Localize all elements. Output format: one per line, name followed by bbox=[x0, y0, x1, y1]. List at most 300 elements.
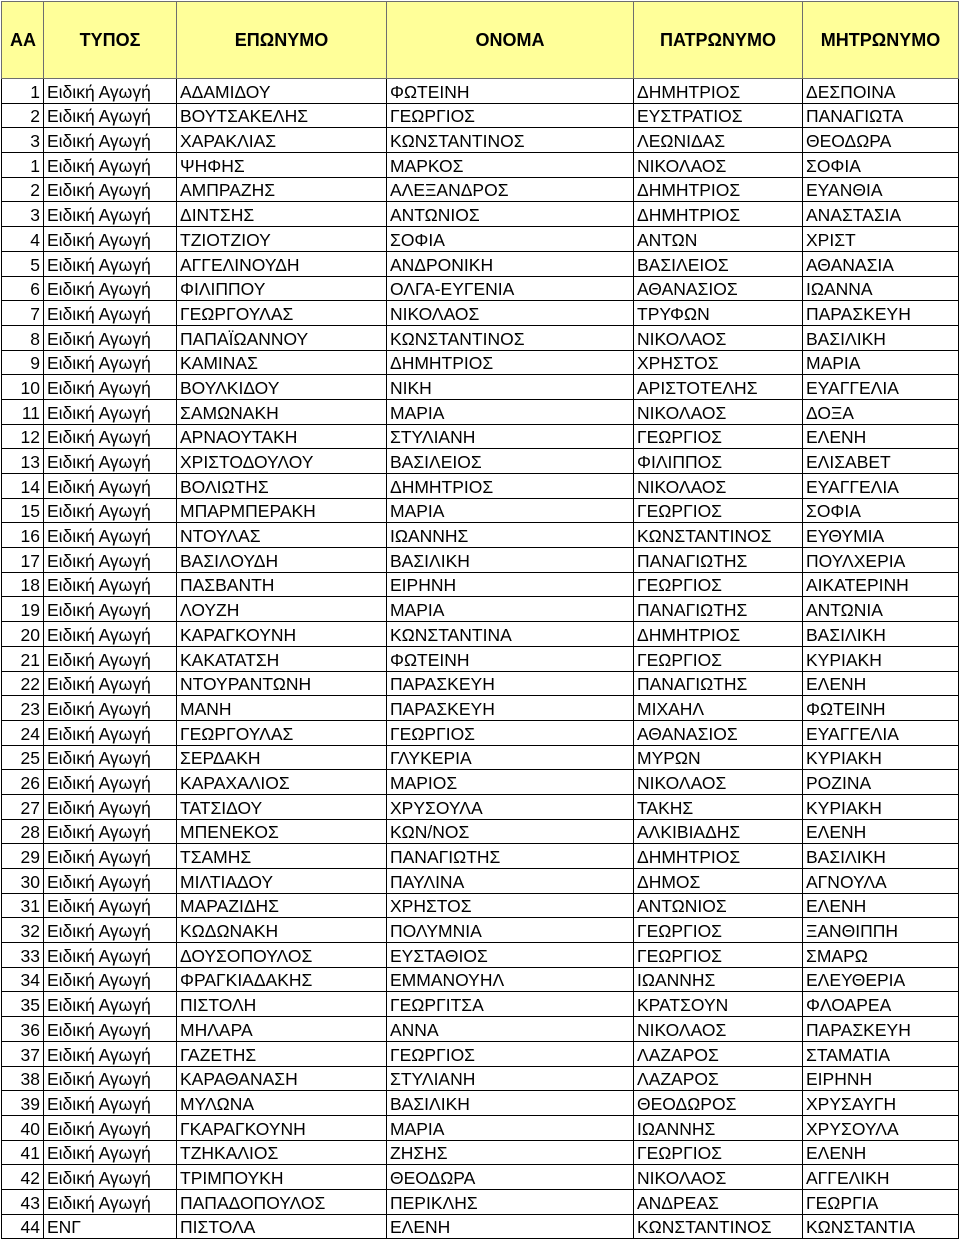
cell-surname: ΑΡΝΑΟΥΤΑΚΗ bbox=[177, 424, 387, 449]
cell-type: Ειδική Αγωγή bbox=[44, 844, 177, 869]
table-row bbox=[2, 646, 959, 671]
cell-mother-name: ΠΑΝΑΓΙΩΤΑ bbox=[803, 103, 959, 128]
table-row bbox=[2, 103, 959, 128]
cell-father-name: ΑΘΑΝΑΣΙΟΣ bbox=[634, 276, 803, 301]
cell-mother-name: ΕΛΕΝΗ bbox=[803, 1140, 959, 1165]
cell-aa: 20 bbox=[2, 622, 44, 647]
cell-type: Ειδική Αγωγή bbox=[44, 770, 177, 795]
cell-name: ΚΩΝΣΤΑΝΤΙΝΑ bbox=[387, 622, 634, 647]
cell-mother-name: ΕΛΕΝΗ bbox=[803, 671, 959, 696]
cell-aa: 10 bbox=[2, 375, 44, 400]
table-row bbox=[2, 696, 959, 721]
cell-name: ΑΝΝΑ bbox=[387, 1017, 634, 1042]
cell-mother-name: ΚΩΝΣΤΑΝΤΙΑ bbox=[803, 1214, 959, 1239]
cell-father-name: ΝΙΚΟΛΑΟΣ bbox=[634, 1017, 803, 1042]
cell-type: Ειδική Αγωγή bbox=[44, 918, 177, 943]
cell-aa: 2 bbox=[2, 177, 44, 202]
cell-name: ΧΡΥΣΟΥΛΑ bbox=[387, 794, 634, 819]
cell-type: Ειδική Αγωγή bbox=[44, 325, 177, 350]
cell-name: ΓΕΩΡΓΙΤΣΑ bbox=[387, 992, 634, 1017]
table-row bbox=[2, 1140, 959, 1165]
cell-aa: 32 bbox=[2, 918, 44, 943]
header-mother-name: ΜΗΤΡΩΝΥΜΟ bbox=[803, 2, 959, 79]
cell-father-name: ΚΩΝΣΤΑΝΤΙΝΟΣ bbox=[634, 1214, 803, 1239]
cell-mother-name: ΒΑΣΙΛΙΚΗ bbox=[803, 844, 959, 869]
cell-surname: ΧΡΙΣΤΟΔΟΥΛΟΥ bbox=[177, 449, 387, 474]
cell-surname: ΑΓΓΕΛΙΝΟΥΔΗ bbox=[177, 251, 387, 276]
cell-aa: 22 bbox=[2, 671, 44, 696]
cell-surname: ΤΖΗΚΑΛΙΟΣ bbox=[177, 1140, 387, 1165]
cell-surname: ΚΑΡΑΧΑΛΙΟΣ bbox=[177, 770, 387, 795]
cell-type: Ειδική Αγωγή bbox=[44, 375, 177, 400]
cell-type: Ειδική Αγωγή bbox=[44, 399, 177, 424]
cell-surname: ΒΑΣΙΛΟΥΔΗ bbox=[177, 548, 387, 573]
cell-type: Ειδική Αγωγή bbox=[44, 474, 177, 499]
cell-mother-name: ΕΥΑΓΓΕΛΙΑ bbox=[803, 474, 959, 499]
cell-type: Ειδική Αγωγή bbox=[44, 449, 177, 474]
cell-name: ΣΤΥΛΙΑΝΗ bbox=[387, 1066, 634, 1091]
cell-type: Ειδική Αγωγή bbox=[44, 1115, 177, 1140]
cell-mother-name: ΦΩΤΕΙΝΗ bbox=[803, 696, 959, 721]
cell-surname: ΜΙΛΤΙΑΔΟΥ bbox=[177, 869, 387, 894]
cell-father-name: ΜΙΧΑΗΛ bbox=[634, 696, 803, 721]
cell-father-name: ΝΙΚΟΛΑΟΣ bbox=[634, 153, 803, 178]
cell-father-name: ΓΕΩΡΓΙΟΣ bbox=[634, 498, 803, 523]
cell-aa: 26 bbox=[2, 770, 44, 795]
cell-aa: 43 bbox=[2, 1189, 44, 1214]
table-body bbox=[2, 79, 959, 1239]
cell-father-name: ΠΑΝΑΓΙΩΤΗΣ bbox=[634, 548, 803, 573]
cell-father-name: ΝΙΚΟΛΑΟΣ bbox=[634, 325, 803, 350]
cell-name: ΔΗΜΗΤΡΙΟΣ bbox=[387, 474, 634, 499]
cell-aa: 39 bbox=[2, 1091, 44, 1116]
cell-aa: 14 bbox=[2, 474, 44, 499]
cell-aa: 44 bbox=[2, 1214, 44, 1239]
cell-mother-name: ΒΑΣΙΛΙΚΗ bbox=[803, 325, 959, 350]
cell-surname: ΓΕΩΡΓΟΥΛΑΣ bbox=[177, 720, 387, 745]
table-row bbox=[2, 177, 959, 202]
cell-mother-name: ΒΑΣΙΛΙΚΗ bbox=[803, 622, 959, 647]
cell-mother-name: ΔΟΞΑ bbox=[803, 399, 959, 424]
table-row bbox=[2, 301, 959, 326]
cell-type: Ειδική Αγωγή bbox=[44, 1066, 177, 1091]
table-row bbox=[2, 745, 959, 770]
cell-name: ΒΑΣΙΛΙΚΗ bbox=[387, 1091, 634, 1116]
cell-mother-name: ΕΛΙΣΑΒΕΤ bbox=[803, 449, 959, 474]
cell-aa: 1 bbox=[2, 153, 44, 178]
cell-name: ΚΩΝΣΤΑΝΤΙΝΟΣ bbox=[387, 325, 634, 350]
table-row bbox=[2, 572, 959, 597]
cell-type: Ειδική Αγωγή bbox=[44, 251, 177, 276]
table-row bbox=[2, 1066, 959, 1091]
cell-surname: ΧΑΡΑΚΛΙΑΣ bbox=[177, 128, 387, 153]
cell-mother-name: ΑΓΓΕΛΙΚΗ bbox=[803, 1165, 959, 1190]
cell-type: Ειδική Αγωγή bbox=[44, 128, 177, 153]
cell-name: ΚΩΝΣΤΑΝΤΙΝΟΣ bbox=[387, 128, 634, 153]
cell-name: ΕΥΣΤΑΘΙΟΣ bbox=[387, 943, 634, 968]
cell-name: ΓΕΩΡΓΙΟΣ bbox=[387, 720, 634, 745]
cell-surname: ΚΑΚΑΤΑΤΣΗ bbox=[177, 646, 387, 671]
cell-father-name: ΙΩΑΝΝΗΣ bbox=[634, 967, 803, 992]
cell-surname: ΒΟΛΙΩΤΗΣ bbox=[177, 474, 387, 499]
cell-mother-name: ΕΛΕΝΗ bbox=[803, 424, 959, 449]
cell-aa: 5 bbox=[2, 251, 44, 276]
cell-mother-name: ΕΛΕΥΘΕΡΙΑ bbox=[803, 967, 959, 992]
cell-name: ΦΩΤΕΙΝΗ bbox=[387, 646, 634, 671]
cell-type: Ειδική Αγωγή bbox=[44, 177, 177, 202]
cell-father-name: ΝΙΚΟΛΑΟΣ bbox=[634, 770, 803, 795]
cell-mother-name: ΧΡΥΣΟΥΛΑ bbox=[803, 1115, 959, 1140]
cell-name: ΑΝΔΡΟΝΙΚΗ bbox=[387, 251, 634, 276]
cell-type: Ειδική Αγωγή bbox=[44, 548, 177, 573]
cell-aa: 2 bbox=[2, 103, 44, 128]
cell-father-name: ΠΑΝΑΓΙΩΤΗΣ bbox=[634, 671, 803, 696]
cell-type: ΕΝΓ bbox=[44, 1214, 177, 1239]
cell-type: Ειδική Αγωγή bbox=[44, 671, 177, 696]
cell-name: ΠΑΡΑΣΚΕΥΗ bbox=[387, 696, 634, 721]
cell-mother-name: ΣΟΦΙΑ bbox=[803, 153, 959, 178]
cell-type: Ειδική Αγωγή bbox=[44, 301, 177, 326]
cell-father-name: ΝΙΚΟΛΑΟΣ bbox=[634, 1165, 803, 1190]
header-surname: ΕΠΩΝΥΜΟ bbox=[177, 2, 387, 79]
cell-type: Ειδική Αγωγή bbox=[44, 1017, 177, 1042]
cell-father-name: ΜΥΡΩΝ bbox=[634, 745, 803, 770]
cell-mother-name: ΞΑΝΘΙΠΠΗ bbox=[803, 918, 959, 943]
cell-surname: ΦΡΑΓΚΙΑΔΑΚΗΣ bbox=[177, 967, 387, 992]
cell-type: Ειδική Αγωγή bbox=[44, 153, 177, 178]
cell-surname: ΠΑΠΑΔΟΠΟΥΛΟΣ bbox=[177, 1189, 387, 1214]
cell-name: ΧΡΗΣΤΟΣ bbox=[387, 893, 634, 918]
cell-surname: ΚΑΡΑΘΑΝΑΣΗ bbox=[177, 1066, 387, 1091]
cell-father-name: ΑΝΔΡΕΑΣ bbox=[634, 1189, 803, 1214]
cell-name: ΝΙΚΟΛΑΟΣ bbox=[387, 301, 634, 326]
cell-aa: 11 bbox=[2, 399, 44, 424]
cell-father-name: ΠΑΝΑΓΙΩΤΗΣ bbox=[634, 597, 803, 622]
cell-name: ΕΙΡΗΝΗ bbox=[387, 572, 634, 597]
cell-aa: 16 bbox=[2, 523, 44, 548]
cell-father-name: ΔΗΜΟΣ bbox=[634, 869, 803, 894]
cell-mother-name: ΑΙΚΑΤΕΡΙΝΗ bbox=[803, 572, 959, 597]
table-row bbox=[2, 276, 959, 301]
table-row bbox=[2, 227, 959, 252]
cell-aa: 4 bbox=[2, 227, 44, 252]
cell-mother-name: ΦΛΟΑΡΕΑ bbox=[803, 992, 959, 1017]
cell-mother-name: ΧΡΙΣΤ bbox=[803, 227, 959, 252]
cell-aa: 13 bbox=[2, 449, 44, 474]
cell-surname: ΜΥΛΩΝΑ bbox=[177, 1091, 387, 1116]
table-row bbox=[2, 153, 959, 178]
cell-father-name: ΔΗΜΗΤΡΙΟΣ bbox=[634, 844, 803, 869]
cell-surname: ΣΑΜΩΝΑΚΗ bbox=[177, 399, 387, 424]
cell-father-name: ΓΕΩΡΓΙΟΣ bbox=[634, 918, 803, 943]
cell-type: Ειδική Αγωγή bbox=[44, 350, 177, 375]
cell-aa: 17 bbox=[2, 548, 44, 573]
cell-name: ΒΑΣΙΛΙΚΗ bbox=[387, 548, 634, 573]
header-aa: ΑΑ bbox=[2, 2, 44, 79]
cell-surname: ΠΙΣΤΟΛΑ bbox=[177, 1214, 387, 1239]
cell-father-name: ΒΑΣΙΛΕΙΟΣ bbox=[634, 251, 803, 276]
cell-surname: ΚΑΜΙΝΑΣ bbox=[177, 350, 387, 375]
cell-aa: 30 bbox=[2, 869, 44, 894]
header-name: ΟΝΟΜΑ bbox=[387, 2, 634, 79]
cell-name: ΟΛΓΑ-ΕΥΓΕΝΙΑ bbox=[387, 276, 634, 301]
cell-surname: ΛΟΥΖΗ bbox=[177, 597, 387, 622]
cell-name: ΕΛΕΝΗ bbox=[387, 1214, 634, 1239]
table-row bbox=[2, 523, 959, 548]
cell-father-name: ΑΛΚΙΒΙΑΔΗΣ bbox=[634, 819, 803, 844]
table-row bbox=[2, 844, 959, 869]
cell-father-name: ΛΑΖΑΡΟΣ bbox=[634, 1041, 803, 1066]
cell-name: ΝΙΚΗ bbox=[387, 375, 634, 400]
cell-aa: 3 bbox=[2, 128, 44, 153]
table-row bbox=[2, 943, 959, 968]
cell-name: ΜΑΡΙΟΣ bbox=[387, 770, 634, 795]
cell-aa: 28 bbox=[2, 819, 44, 844]
table-row bbox=[2, 202, 959, 227]
cell-type: Ειδική Αγωγή bbox=[44, 227, 177, 252]
cell-surname: ΜΠΕΝΕΚΟΣ bbox=[177, 819, 387, 844]
cell-mother-name: ΣΜΑΡΩ bbox=[803, 943, 959, 968]
cell-name: ΠΕΡΙΚΛΗΣ bbox=[387, 1189, 634, 1214]
cell-type: Ειδική Αγωγή bbox=[44, 572, 177, 597]
table-row bbox=[2, 1189, 959, 1214]
cell-aa: 33 bbox=[2, 943, 44, 968]
cell-type: Ειδική Αγωγή bbox=[44, 943, 177, 968]
cell-surname: ΜΗΛΑΡΑ bbox=[177, 1017, 387, 1042]
cell-name: ΜΑΡΙΑ bbox=[387, 597, 634, 622]
cell-name: ΠΑΥΛΙΝΑ bbox=[387, 869, 634, 894]
cell-mother-name: ΧΡΥΣΑΥΓΗ bbox=[803, 1091, 959, 1116]
cell-type: Ειδική Αγωγή bbox=[44, 79, 177, 104]
cell-mother-name: ΘΕΟΔΩΡΑ bbox=[803, 128, 959, 153]
cell-name: ΜΑΡΙΑ bbox=[387, 1115, 634, 1140]
cell-father-name: ΛΕΩΝΙΔΑΣ bbox=[634, 128, 803, 153]
table-row bbox=[2, 671, 959, 696]
table-row bbox=[2, 399, 959, 424]
cell-name: ΘΕΟΔΩΡΑ bbox=[387, 1165, 634, 1190]
cell-name: ΜΑΡΙΑ bbox=[387, 498, 634, 523]
cell-aa: 35 bbox=[2, 992, 44, 1017]
cell-aa: 8 bbox=[2, 325, 44, 350]
cell-surname: ΝΤΟΥΛΑΣ bbox=[177, 523, 387, 548]
cell-father-name: ΔΗΜΗΤΡΙΟΣ bbox=[634, 622, 803, 647]
table-row bbox=[2, 1165, 959, 1190]
cell-aa: 15 bbox=[2, 498, 44, 523]
cell-mother-name: ΕΥΘΥΜΙΑ bbox=[803, 523, 959, 548]
cell-type: Ειδική Αγωγή bbox=[44, 1189, 177, 1214]
cell-name: ΠΟΛΥΜΝΙΑ bbox=[387, 918, 634, 943]
table-row bbox=[2, 128, 959, 153]
cell-name: ΚΩΝ/ΝΟΣ bbox=[387, 819, 634, 844]
cell-father-name: ΔΗΜΗΤΡΙΟΣ bbox=[634, 79, 803, 104]
cell-aa: 19 bbox=[2, 597, 44, 622]
cell-father-name: ΑΘΑΝΑΣΙΟΣ bbox=[634, 720, 803, 745]
cell-surname: ΤΖΙΟΤΖΙΟΥ bbox=[177, 227, 387, 252]
cell-mother-name: ΠΟΥΛΧΕΡΙΑ bbox=[803, 548, 959, 573]
cell-surname: ΒΟΥΛΚΙΔΟΥ bbox=[177, 375, 387, 400]
cell-name: ΓΛΥΚΕΡΙΑ bbox=[387, 745, 634, 770]
cell-aa: 31 bbox=[2, 893, 44, 918]
cell-surname: ΠΑΣΒΑΝΤΗ bbox=[177, 572, 387, 597]
cell-name: ΜΑΡΚΟΣ bbox=[387, 153, 634, 178]
cell-mother-name: ΣΟΦΙΑ bbox=[803, 498, 959, 523]
cell-type: Ειδική Αγωγή bbox=[44, 869, 177, 894]
cell-surname: ΣΕΡΔΑΚΗ bbox=[177, 745, 387, 770]
table-row bbox=[2, 424, 959, 449]
cell-father-name: ΓΕΩΡΓΙΟΣ bbox=[634, 943, 803, 968]
cell-surname: ΦΙΛΙΠΠΟΥ bbox=[177, 276, 387, 301]
cell-aa: 23 bbox=[2, 696, 44, 721]
header-row bbox=[2, 2, 959, 79]
cell-father-name: ΓΕΩΡΓΙΟΣ bbox=[634, 1140, 803, 1165]
cell-type: Ειδική Αγωγή bbox=[44, 794, 177, 819]
cell-mother-name: ΕΛΕΝΗ bbox=[803, 819, 959, 844]
cell-aa: 34 bbox=[2, 967, 44, 992]
cell-mother-name: ΠΑΡΑΣΚΕΥΗ bbox=[803, 1017, 959, 1042]
cell-name: ΣΟΦΙΑ bbox=[387, 227, 634, 252]
table-row bbox=[2, 967, 959, 992]
cell-surname: ΓΑΖΕΤΗΣ bbox=[177, 1041, 387, 1066]
cell-father-name: ΚΡΑΤΣΟΥΝ bbox=[634, 992, 803, 1017]
cell-surname: ΤΣΑΜΗΣ bbox=[177, 844, 387, 869]
cell-type: Ειδική Αγωγή bbox=[44, 720, 177, 745]
cell-type: Ειδική Αγωγή bbox=[44, 202, 177, 227]
cell-mother-name: ΕΥΑΝΘΙΑ bbox=[803, 177, 959, 202]
cell-aa: 40 bbox=[2, 1115, 44, 1140]
cell-name: ΑΛΕΞΑΝΔΡΟΣ bbox=[387, 177, 634, 202]
cell-surname: ΝΤΟΥΡΑΝΤΩΝΗ bbox=[177, 671, 387, 696]
cell-aa: 27 bbox=[2, 794, 44, 819]
table-row bbox=[2, 449, 959, 474]
table-row bbox=[2, 325, 959, 350]
cell-father-name: ΧΡΗΣΤΟΣ bbox=[634, 350, 803, 375]
cell-father-name: ΤΡΥΦΩΝ bbox=[634, 301, 803, 326]
table-row bbox=[2, 794, 959, 819]
cell-father-name: ΔΗΜΗΤΡΙΟΣ bbox=[634, 177, 803, 202]
cell-aa: 9 bbox=[2, 350, 44, 375]
cell-type: Ειδική Αγωγή bbox=[44, 696, 177, 721]
cell-mother-name: ΡΟΖΙΝΑ bbox=[803, 770, 959, 795]
cell-type: Ειδική Αγωγή bbox=[44, 1041, 177, 1066]
cell-name: ΙΩΑΝΝΗΣ bbox=[387, 523, 634, 548]
cell-surname: ΔΙΝΤΣΗΣ bbox=[177, 202, 387, 227]
cell-surname: ΓΚΑΡΑΓΚΟΥΝΗ bbox=[177, 1115, 387, 1140]
table-row bbox=[2, 1091, 959, 1116]
cell-surname: ΓΕΩΡΓΟΥΛΑΣ bbox=[177, 301, 387, 326]
cell-mother-name: ΠΑΡΑΣΚΕΥΗ bbox=[803, 301, 959, 326]
cell-father-name: ΕΥΣΤΡΑΤΙΟΣ bbox=[634, 103, 803, 128]
cell-name: ΒΑΣΙΛΕΙΟΣ bbox=[387, 449, 634, 474]
cell-type: Ειδική Αγωγή bbox=[44, 1140, 177, 1165]
cell-mother-name: ΕΛΕΝΗ bbox=[803, 893, 959, 918]
cell-name: ΣΤΥΛΙΑΝΗ bbox=[387, 424, 634, 449]
cell-father-name: ΓΕΩΡΓΙΟΣ bbox=[634, 572, 803, 597]
cell-father-name: ΚΩΝΣΤΑΝΤΙΝΟΣ bbox=[634, 523, 803, 548]
cell-type: Ειδική Αγωγή bbox=[44, 992, 177, 1017]
cell-type: Ειδική Αγωγή bbox=[44, 103, 177, 128]
cell-aa: 41 bbox=[2, 1140, 44, 1165]
cell-aa: 42 bbox=[2, 1165, 44, 1190]
cell-mother-name: ΚΥΡΙΑΚΗ bbox=[803, 794, 959, 819]
teachers-table bbox=[1, 1, 959, 1239]
cell-surname: ΜΑΡΑΖΙΔΗΣ bbox=[177, 893, 387, 918]
table-header bbox=[2, 2, 959, 79]
cell-name: ΦΩΤΕΙΝΗ bbox=[387, 79, 634, 104]
cell-father-name: ΑΝΤΩΝΙΟΣ bbox=[634, 893, 803, 918]
cell-surname: ΜΑΝΗ bbox=[177, 696, 387, 721]
cell-name: ΑΝΤΩΝΙΟΣ bbox=[387, 202, 634, 227]
table-row bbox=[2, 819, 959, 844]
cell-aa: 25 bbox=[2, 745, 44, 770]
cell-mother-name: ΕΙΡΗΝΗ bbox=[803, 1066, 959, 1091]
cell-mother-name: ΓΕΩΡΓΙΑ bbox=[803, 1189, 959, 1214]
cell-type: Ειδική Αγωγή bbox=[44, 276, 177, 301]
table-row bbox=[2, 992, 959, 1017]
cell-mother-name: ΣΤΑΜΑΤΙΑ bbox=[803, 1041, 959, 1066]
table-row bbox=[2, 251, 959, 276]
cell-surname: ΤΑΤΣΙΔΟΥ bbox=[177, 794, 387, 819]
cell-aa: 3 bbox=[2, 202, 44, 227]
cell-type: Ειδική Αγωγή bbox=[44, 597, 177, 622]
table-row bbox=[2, 770, 959, 795]
table-row bbox=[2, 79, 959, 104]
table-row bbox=[2, 350, 959, 375]
cell-mother-name: ΙΩΑΝΝΑ bbox=[803, 276, 959, 301]
cell-surname: ΠΙΣΤΟΛΗ bbox=[177, 992, 387, 1017]
cell-aa: 21 bbox=[2, 646, 44, 671]
cell-name: ΕΜΜΑΝΟΥΗΛ bbox=[387, 967, 634, 992]
table-row bbox=[2, 597, 959, 622]
cell-mother-name: ΑΘΑΝΑΣΙΑ bbox=[803, 251, 959, 276]
cell-type: Ειδική Αγωγή bbox=[44, 1165, 177, 1190]
table-row bbox=[2, 375, 959, 400]
cell-father-name: ΤΑΚΗΣ bbox=[634, 794, 803, 819]
cell-surname: ΜΠΑΡΜΠΕΡΑΚΗ bbox=[177, 498, 387, 523]
table-row bbox=[2, 1115, 959, 1140]
cell-type: Ειδική Αγωγή bbox=[44, 622, 177, 647]
cell-father-name: ΙΩΑΝΝΗΣ bbox=[634, 1115, 803, 1140]
cell-name: ΓΕΩΡΓΙΟΣ bbox=[387, 103, 634, 128]
cell-type: Ειδική Αγωγή bbox=[44, 424, 177, 449]
table-row bbox=[2, 869, 959, 894]
table-row bbox=[2, 720, 959, 745]
cell-aa: 12 bbox=[2, 424, 44, 449]
cell-surname: ΤΡΙΜΠΟΥΚΗ bbox=[177, 1165, 387, 1190]
header-type: ΤΥΠΟΣ bbox=[44, 2, 177, 79]
header-father-name: ΠΑΤΡΩΝΥΜΟ bbox=[634, 2, 803, 79]
cell-mother-name: ΜΑΡΙΑ bbox=[803, 350, 959, 375]
table-row bbox=[2, 918, 959, 943]
cell-type: Ειδική Αγωγή bbox=[44, 498, 177, 523]
cell-type: Ειδική Αγωγή bbox=[44, 1091, 177, 1116]
cell-name: ΠΑΡΑΣΚΕΥΗ bbox=[387, 671, 634, 696]
cell-father-name: ΘΕΟΔΩΡΟΣ bbox=[634, 1091, 803, 1116]
cell-type: Ειδική Αγωγή bbox=[44, 523, 177, 548]
cell-surname: ΑΜΠΡΑΖΗΣ bbox=[177, 177, 387, 202]
cell-aa: 36 bbox=[2, 1017, 44, 1042]
cell-surname: ΠΑΠΑΪΩΑΝΝΟΥ bbox=[177, 325, 387, 350]
cell-surname: ΚΑΡΑΓΚΟΥΝΗ bbox=[177, 622, 387, 647]
table-row bbox=[2, 498, 959, 523]
cell-father-name: ΝΙΚΟΛΑΟΣ bbox=[634, 474, 803, 499]
cell-type: Ειδική Αγωγή bbox=[44, 893, 177, 918]
table-row bbox=[2, 1214, 959, 1239]
cell-type: Ειδική Αγωγή bbox=[44, 646, 177, 671]
cell-surname: ΑΔΑΜΙΔΟΥ bbox=[177, 79, 387, 104]
cell-father-name: ΔΗΜΗΤΡΙΟΣ bbox=[634, 202, 803, 227]
cell-father-name: ΑΝΤΩΝ bbox=[634, 227, 803, 252]
cell-aa: 6 bbox=[2, 276, 44, 301]
